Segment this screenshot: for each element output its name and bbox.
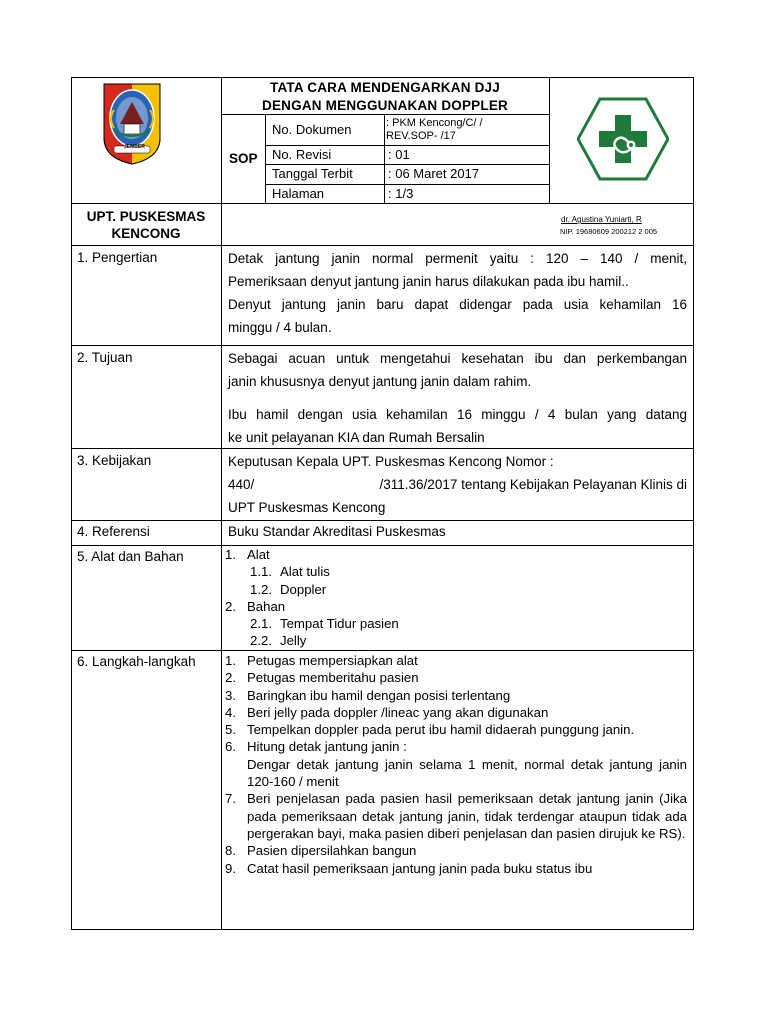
pengertian-line: Pemeriksaan denyut jantung janin harus dilakukan pada ibu hamil.. [228,274,629,289]
langkah-list [225,652,687,877]
tujuan-line: ke unit pelayanan KIA dan Rumah Bersalin [228,430,485,445]
puskesmas-logo [577,97,669,181]
pengertian-line: Denyut jantung janin baru dapat didengar pada usia kehamilan 16 [228,297,687,312]
field-label-halaman: Halaman [272,186,325,201]
section-label-referensi: 4. Referensi [77,524,150,539]
list-item: 2.1. Tempat Tidur pasien [250,616,399,632]
field-value-tanggal-terbit: : 06 Maret 2017 [388,166,480,181]
list-item: 7. Beri penjelasan pada pasien hasil pemeriksaan detak jantung janin (Jika pada pemeriksaan detak jantung janin, tidak terdengar ataupun tidak ada pergerakan bayi, maka pasien diberi penjelasan dan pasien dirujuk ke RS). [225,791,687,841]
field-value-no-dokumen-1: : PKM Kencong/C/ / [386,117,483,129]
alat-list [225,546,687,650]
referensi-text: Buku Standar Akreditasi Puskesmas [228,524,446,539]
tujuan-line: Sebagai acuan untuk mengetahui kesehatan ibu dan perkembangan [228,351,687,366]
document-title-line1: TATA CARA MENDENGARKAN DJJ [270,80,500,95]
document-title-line2: DENGAN MENGGUNAKAN DOPPLER [262,98,508,113]
kebijakan-text [228,450,687,519]
section-label-langkah: 6. Langkah-langkah [77,654,196,669]
list-item: 8. Pasien dipersilahkan bangun [225,843,417,859]
list-item: 6. Hitung detak jantung janin : Dengar detak jantung janin selama 1 menit, normal detak jantung janin 120-160 / menit [225,739,687,790]
section-label-kebijakan: 3. Kebijakan [77,453,152,468]
pengertian-text [228,247,687,339]
field-value-no-revisi: : 01 [388,147,410,162]
list-item: 9. Catat hasil pemeriksaan jantung janin pada buku status ibu [225,860,593,876]
signer-nip: NIP. 19680609 200212 2 005 [560,227,658,236]
kebijakan-number-prefix: 440/ [228,477,255,492]
list-item: 1.1. Alat tulis [250,564,330,580]
list-item: 2. Bahan [225,598,286,614]
list-item: 2. Petugas memberitahu pasien [225,670,419,686]
field-value-no-dokumen-2: REV.SOP- /17 [386,130,456,142]
list-item: 4. Beri jelly pada doppler /lineac yang akan digunakan [225,704,549,720]
list-item: 3. Baringkan ibu hamil dengan posisi terlentang [225,687,511,703]
list-item: 5. Tempelkan doppler pada perut ibu hamil didaerah punggung janin. [225,722,635,738]
pengertian-line: minggu / 4 bulan. [228,320,332,335]
section-label-tujuan: 2. Tujuan [77,350,133,365]
list-item: 1. Alat [225,547,270,562]
org-name-line1: UPT. PUSKESMAS [86,209,206,224]
pengertian-line: Detak jantung janin normal permenit yaitu : 120 – 140 / menit, [228,251,687,266]
field-value-halaman: : 1/3 [388,186,414,201]
tujuan-text [228,347,687,449]
field-label-tanggal-terbit: Tanggal Terbit [272,166,353,181]
list-item: 1.2. Doppler [250,581,327,597]
kebijakan-line: Keputusan Kepala UPT. Puskesmas Kencong Nomor : [228,454,554,469]
tujuan-line: janin khususnya denyut jantung janin dalam rahim. [228,374,532,389]
field-label-no-revisi: No. Revisi [272,147,332,162]
tujuan-line: Ibu hamil dengan usia kehamilan 16 minggu / 4 bulan yang datang [228,407,687,422]
kebijakan-line: UPT Puskesmas Kencong [228,500,386,515]
list-item: 2.2. Jelly [250,633,307,649]
kebijakan-number-rest: /311.36/2017 tentang Kebijakan Pelayanan Klinis di [379,477,687,492]
crest-label: JEMBER [124,144,145,150]
field-label-no-dokumen: No. Dokumen [272,122,352,137]
org-name-line2: KENCONG [111,226,181,241]
sop-label: SOP [229,151,258,166]
jember-crest-logo [100,80,164,166]
signer-name: dr. Agustina Yuniarti, R [561,215,642,224]
section-label-alat: 5. Alat dan Bahan [77,549,184,564]
section-label-pengertian: 1. Pengertian [77,250,158,265]
list-item: 1. Petugas mempersiapkan alat [225,653,418,668]
